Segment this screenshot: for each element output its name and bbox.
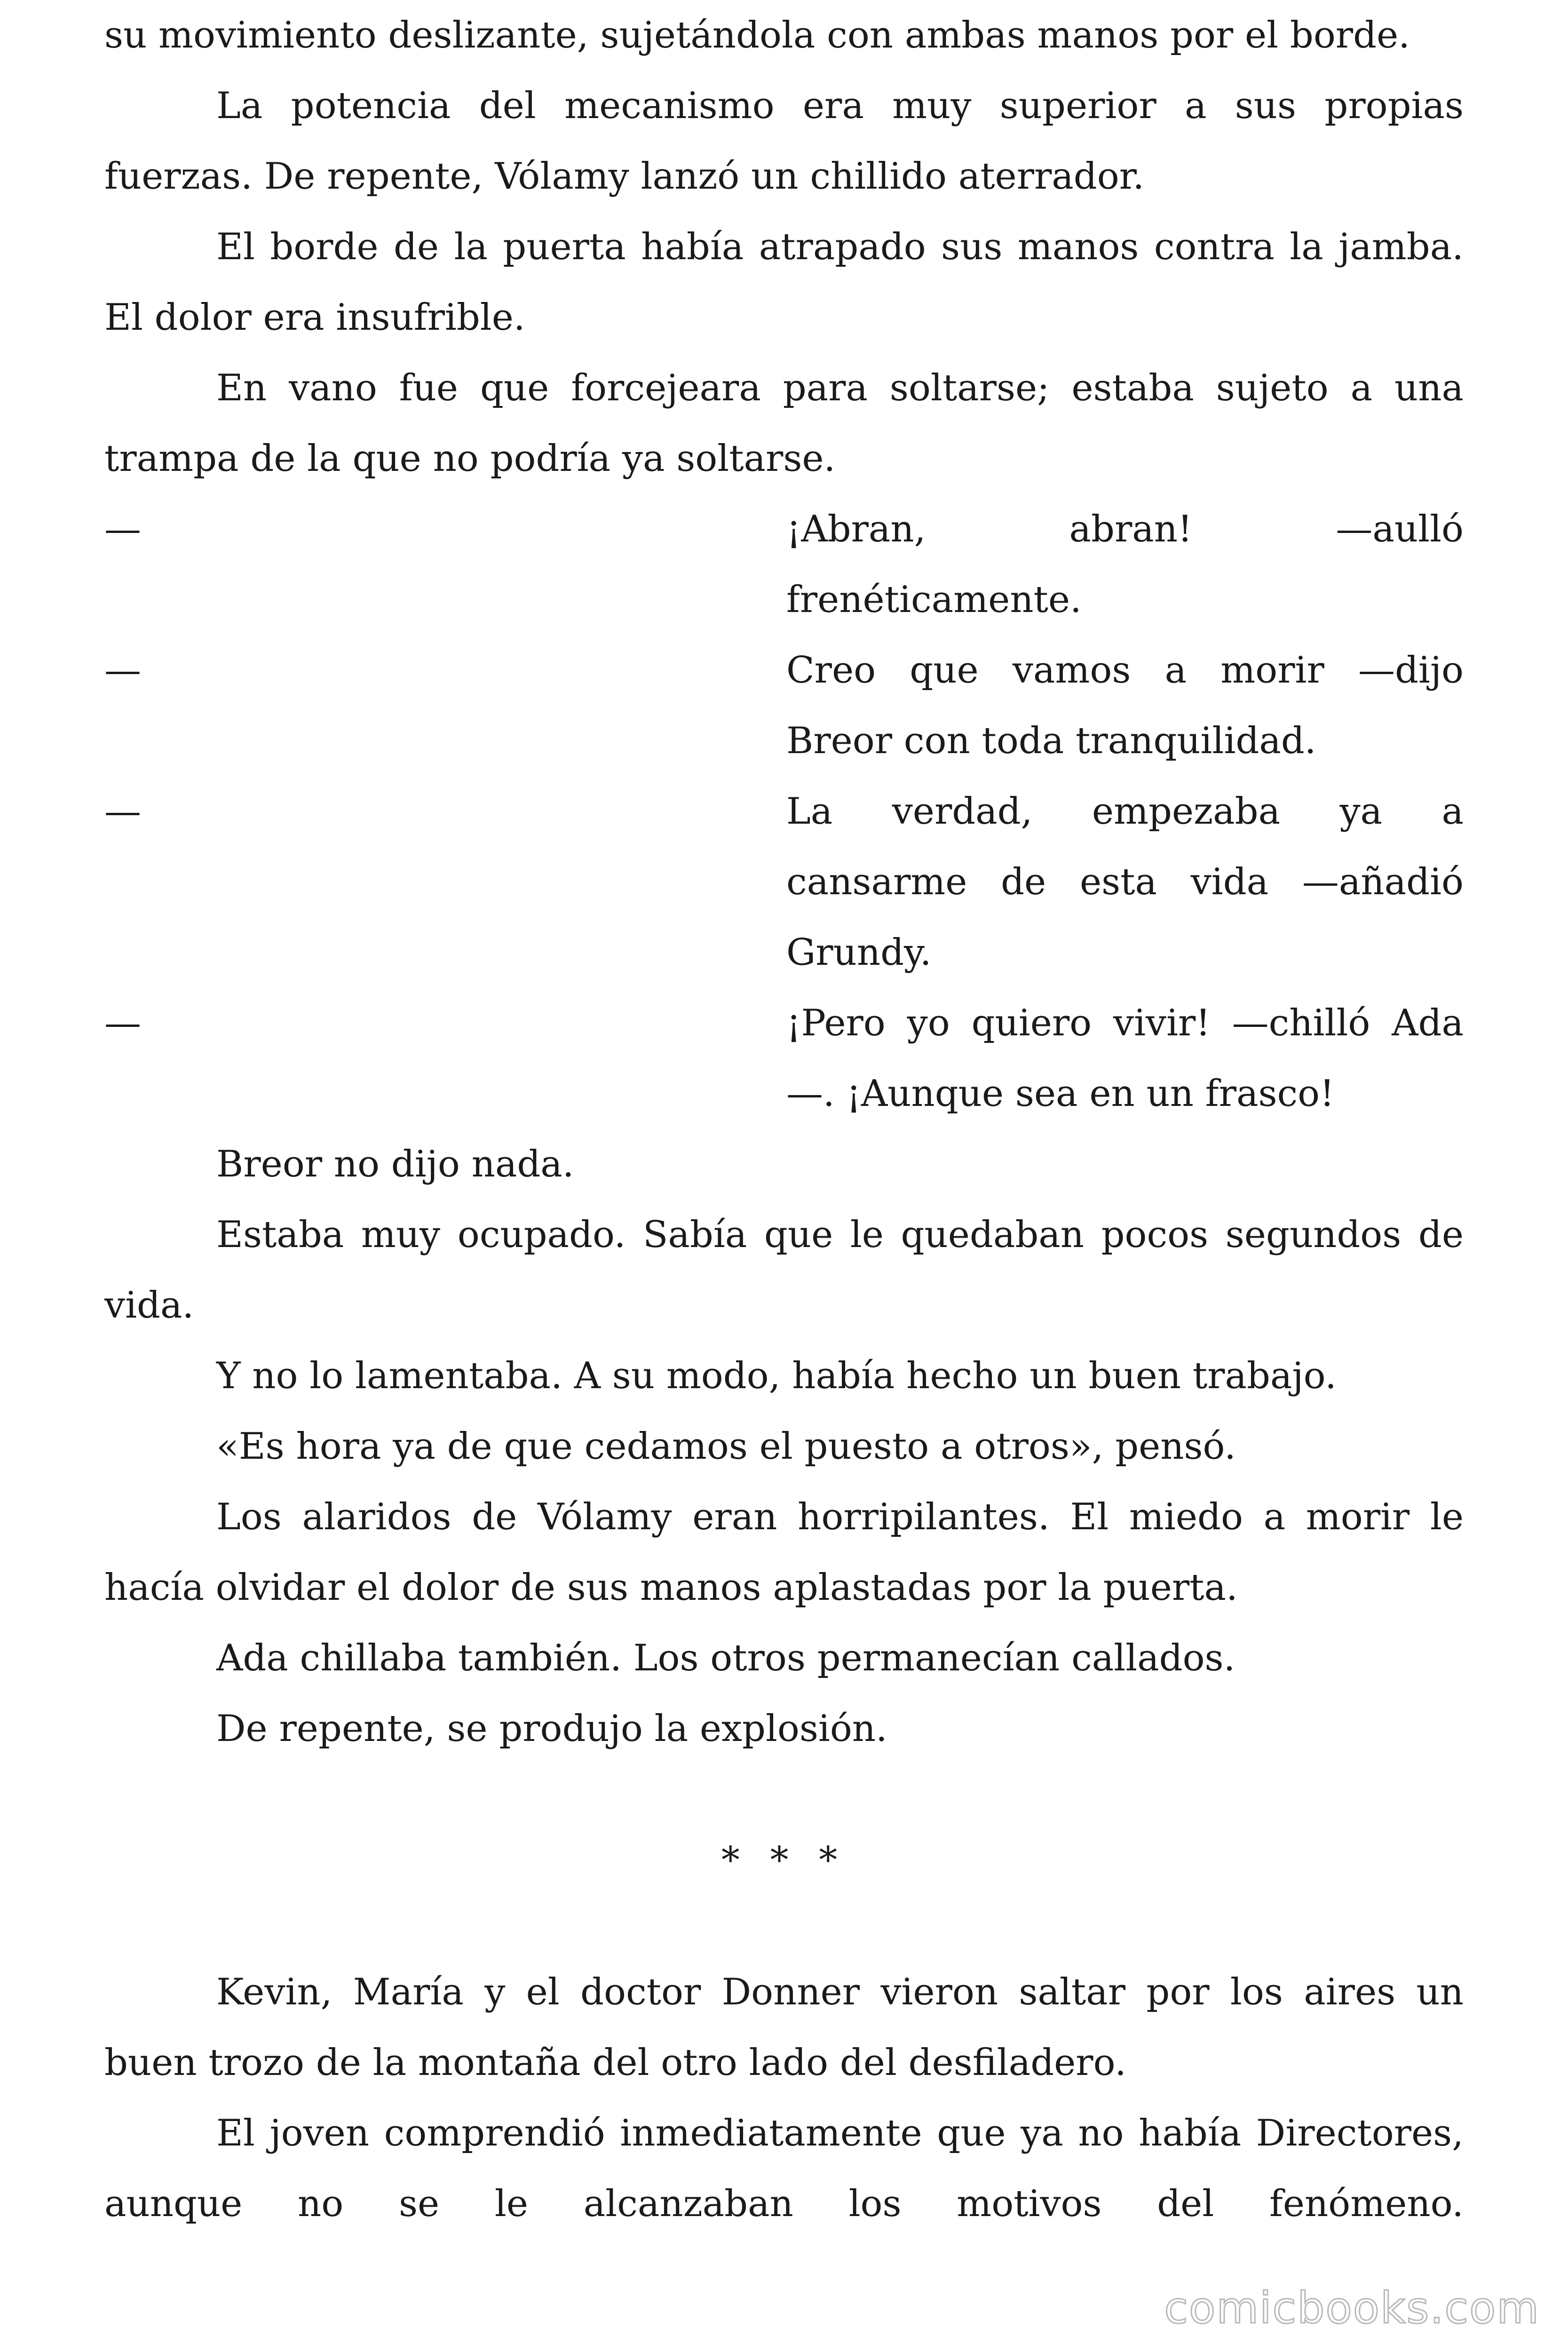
dialogue-dash: — [104,1002,141,1044]
paragraph: Ada chillaba también. Los otros permanecían callados. [216,1637,1235,1679]
paragraph: En vano fue que forcejeara para soltarse; estaba sujeto a una trampa de la que no podría ya soltarse. [104,367,1464,480]
dialogue-dash: — [104,790,141,833]
paragraph: «Es hora ya de que cedamos el puesto a otros», pensó. [216,1425,1236,1468]
paragraph: Los alaridos de Vólamy eran horripilantes. El miedo a morir le hacía olvidar el dolor de sus manos aplastadas por la puerta. [104,1496,1464,1609]
dialogue-line [104,776,1464,988]
dialogue-text: La verdad, empezaba ya a cansarme de esta vida —añadió Grundy. [786,790,1464,974]
paragraph: Estaba muy ocupado. Sabía que le quedaban pocos segundos de vida. [104,1214,1464,1327]
dialogue-dash: — [104,649,141,691]
dialogue-line [104,494,1464,635]
paragraph: Kevin, María y el doctor Donner vieron saltar por los aires un buen trozo de la montaña del otro lado del desfiladero. [104,1971,1464,2084]
paragraph: La potencia del mecanismo era muy superior a sus propias fuerzas. De repente, Vólamy lanzó un chillido aterrador. [104,85,1464,198]
dialogue-text: ¡Pero yo quiero vivir! —chilló Ada —. ¡Aunque sea en un frasco! [786,1002,1464,1115]
paragraph: De repente, se produjo la explosión. [216,1708,887,1750]
paragraph: El joven comprendió inmediatamente que ya no había Directores, aunque no se le alcanzaban los motivos del fenómeno. [104,2112,1464,2225]
paragraph: El borde de la puerta había atrapado sus manos contra la jamba. El dolor era insufrible. [104,226,1464,339]
paragraph: Y no lo lamentaba. A su modo, había hecho un buen trabajo. [216,1355,1337,1397]
section-separator: * * * [721,1839,847,1882]
paragraph: Breor no dijo nada. [216,1143,574,1185]
book-page [104,0,1464,2352]
paragraph: su movimiento deslizante, sujetándola con ambas manos por el borde. [104,14,1410,56]
dialogue-line [104,635,1464,776]
watermark: comicbooks.com [1164,2283,1540,2333]
dialogue-line [104,988,1464,1129]
dialogue-dash: — [104,508,141,550]
dialogue-text: Creo que vamos a morir —dijo Breor con toda tranquilidad. [786,649,1464,762]
dialogue-text: ¡Abran, abran! —aulló frenéticamente. [786,508,1464,621]
